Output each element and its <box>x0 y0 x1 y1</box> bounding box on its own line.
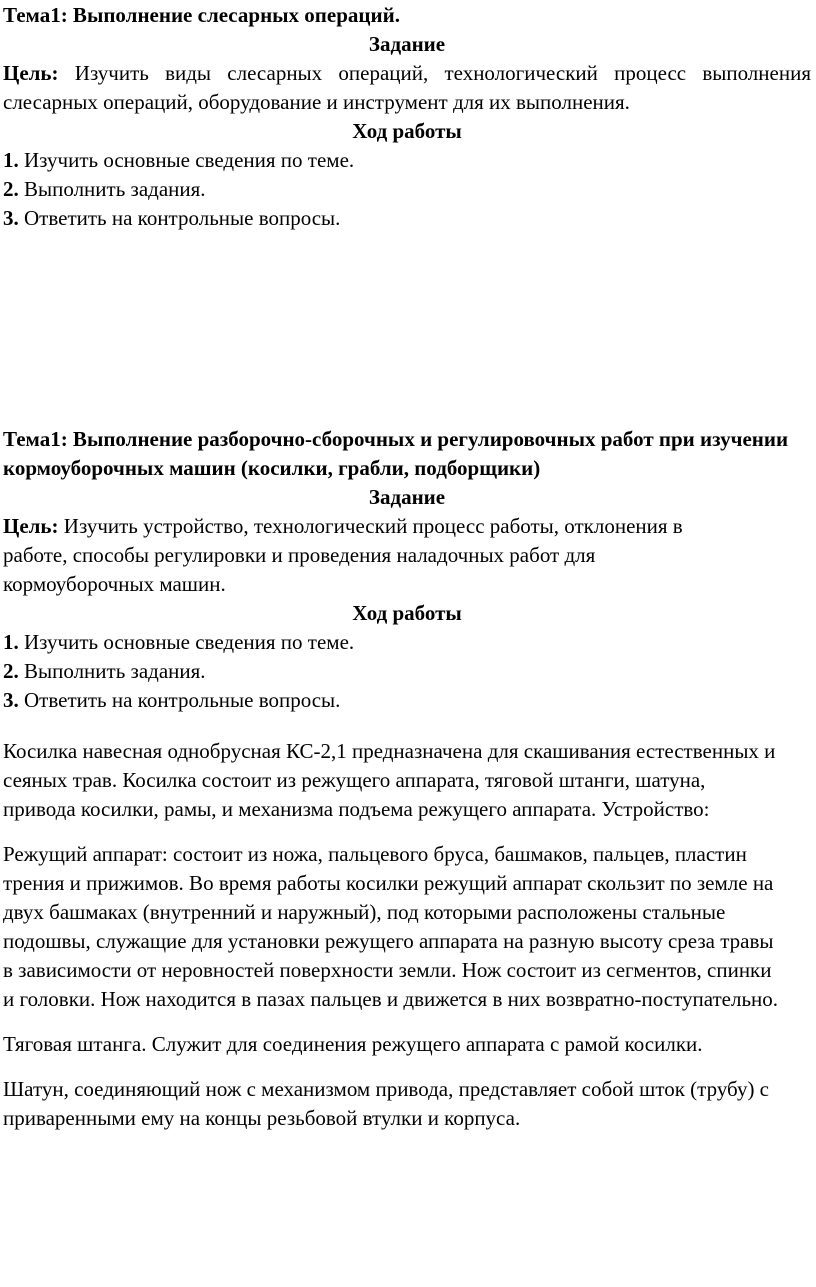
step-text: Ответить на контрольные вопросы. <box>18 206 341 230</box>
step-text: Изучить основные сведения по теме. <box>18 148 355 172</box>
step-number: 2. <box>3 659 19 683</box>
topic1-goal-text: Изучить виды слесарных операций, технологический процесс выполнения слесарных операций, оборудование и инструмент для их выполнения. <box>3 61 811 114</box>
topic1-steps-list <box>3 146 811 233</box>
paragraph-connecting-rod: Шатун, соединяющий нож с механизмом привода, представляет собой шток (трубу) с приваренными ему на концы резьбовой втулки и корпуса. <box>3 1077 770 1130</box>
topic1-title: Тема1: Выполнение слесарных операций. <box>3 3 400 27</box>
topic2-step-3 <box>3 686 811 715</box>
topic2-section <box>3 425 811 1133</box>
topic2-body <box>3 737 811 1133</box>
step-number: 3. <box>3 206 19 230</box>
topic1-progress-heading: Ход работы <box>352 119 462 143</box>
step-number: 2. <box>3 177 19 201</box>
topic1-step-3 <box>3 204 811 233</box>
topic2-step-1 <box>3 628 811 657</box>
topic2-steps-list <box>3 628 811 715</box>
topic2-task-heading: Задание <box>368 485 446 509</box>
topic2-goal-text: Изучить устройство, технологический процесс работы, отклонения в работе, способы регулировки и проведения наладочных работ для кормоуборочных машин. <box>3 514 683 596</box>
topic1-goal-label: Цель: <box>3 61 59 85</box>
step-number: 1. <box>3 630 19 654</box>
step-number: 1. <box>3 148 19 172</box>
paragraph-draw-bar: Тяговая штанга. Служит для соединения режущего аппарата с рамой косилки. <box>3 1032 703 1056</box>
step-text: Ответить на контрольные вопросы. <box>18 688 341 712</box>
topic2-title: Тема1: Выполнение разборочно-сборочных и регулировочных работ при изучении кормоуборочных машин (косилки, грабли, подборщики) <box>3 427 789 480</box>
paragraph-mower-overview: Косилка навесная однобрусная КС-2,1 предназначена для скашивания естественных и сеяных трав. Косилка состоит из режущего аппарата, тяговой штанги, шатуна, привода косилки, рамы, и механизма подъема режущего аппарата. Устройство: <box>3 739 776 821</box>
topic1-step-1 <box>3 146 811 175</box>
topic2-step-2 <box>3 657 811 686</box>
step-text: Выполнить задания. <box>18 659 206 683</box>
step-number: 3. <box>3 688 19 712</box>
step-text: Выполнить задания. <box>18 177 206 201</box>
topic2-goal-label: Цель: <box>3 514 59 538</box>
paragraph-cutting-apparatus: Режущий аппарат: состоит из ножа, пальцевого бруса, башмаков, пальцев, пластин трения и прижимов. Во время работы косилки режущий аппарат скользит по земле на двух башмаках (внутренний и наружный), под которыми расположены стальные подошвы, служащие для установки режущего аппарата на разную высоту среза травы в зависимости от неровностей поверхности земли. Нож состоит из сегментов, спинки и головки. Нож находится в пазах пальцев и движется в них возвратно-поступательно. <box>3 842 779 1011</box>
topic1-step-2 <box>3 175 811 204</box>
topic1-goal <box>3 59 811 117</box>
topic1-task-heading: Задание <box>368 32 446 56</box>
topic2-goal <box>3 512 811 599</box>
topic2-progress-heading: Ход работы <box>352 601 462 625</box>
step-text: Изучить основные сведения по теме. <box>18 630 355 654</box>
topic1-section <box>3 1 811 233</box>
